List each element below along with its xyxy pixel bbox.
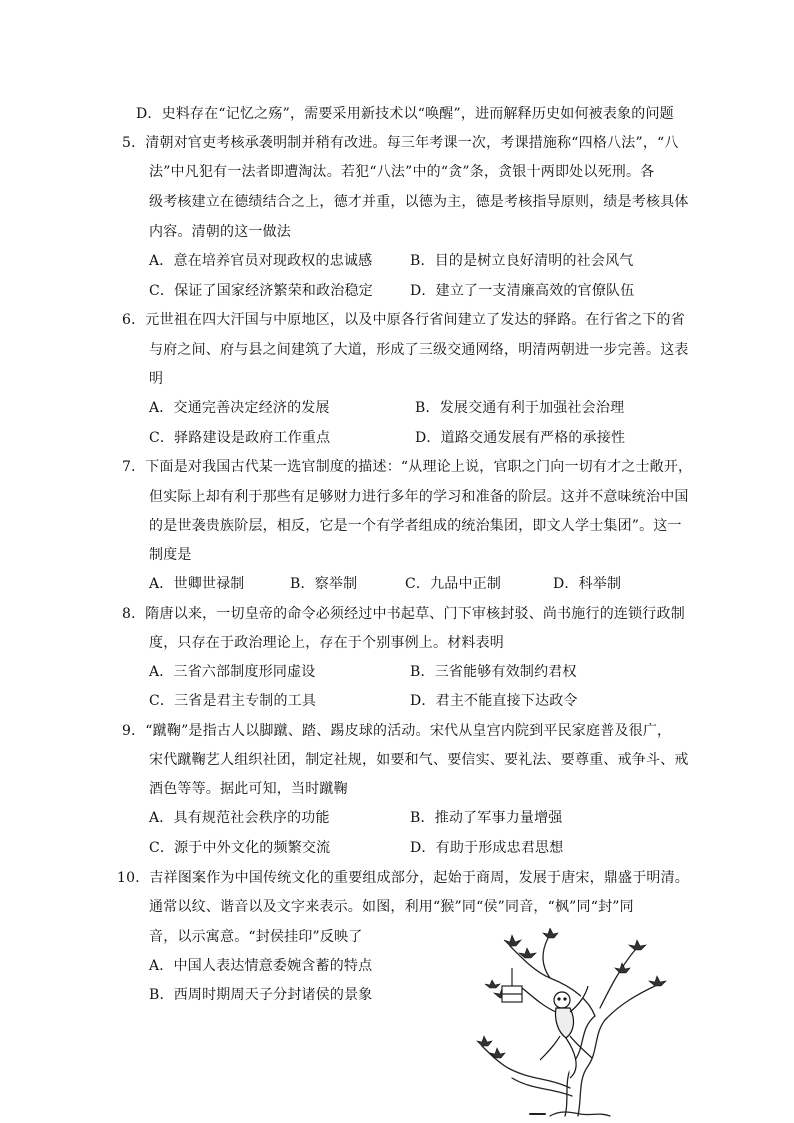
q8-option-c: C．三省是君主专制的工具: [149, 693, 317, 709]
q7-option-d: D．科举制: [553, 576, 622, 592]
q5-option-b: B．目的是树立良好清明的社会风气: [410, 253, 634, 269]
q9-stem-line3: 酒色等等。据此可知，当时蹴鞠: [149, 781, 348, 797]
q10-option-a: A．中国人表达情意委婉含蓄的特点: [149, 958, 373, 974]
q5-stem-line4: 内容。清朝的这一做法: [149, 224, 291, 240]
q5-stem-line3: 级考核建立在德绩结合之上，德才并重，以德为主，德是考核指导原则，绩是考核具体: [149, 194, 689, 210]
q9-option-c: C．源于中外文化的频繁交流: [149, 840, 331, 856]
q6-option-c: C．驿路建设是政府工作重点: [149, 430, 331, 446]
q9-stem-line1: 9．“蹴鞠”是指古人以脚蹴、踏、踢皮球的活动。宋代从皇宫内院到平民家庭普及很广，: [122, 723, 672, 739]
q9-option-a: A．具有规范社会秩序的功能: [149, 810, 330, 826]
q7-option-a: A．世卿世禄制: [149, 576, 245, 592]
q8-option-b: B．三省能够有效制约君权: [410, 664, 577, 680]
monkey-maple-seal-illustration-icon: [470, 928, 670, 1118]
q10-stem-line1: 10．吉祥图案作为中国传统文化的重要组成部分，起始于商周，发展于唐宋，鼎盛于明清。: [117, 870, 690, 886]
q10-stem-line3: 音，以示寓意。“封侯挂印”反映了: [149, 929, 363, 945]
q6-option-d: D．道路交通发展有严格的承接性: [415, 430, 626, 446]
q7-stem-line4: 制度是: [149, 547, 192, 563]
q8-stem-line2: 度，只存在于政治理论上，存在于个别事例上。材料表明: [149, 635, 504, 651]
q10-stem-line2: 通常以纹、谐音以及文字来表示。如图，利用“猴”同“侯”同音，“枫”同“封”同: [149, 899, 634, 915]
q7-option-b: B．察举制: [290, 576, 358, 592]
q6-stem-line1: 6．元世祖在四大汗国与中原地区，以及中原各行省间建立了发达的驿路。在行省之下的省: [122, 312, 685, 328]
q7-option-c: C．九品中正制: [405, 576, 502, 592]
q7-stem-line1: 7．下面是对我国古代某一选官制度的描述：“从理论上说，官职之门向一切有才之士敞开，: [122, 459, 693, 475]
q6-stem-line3: 明: [149, 371, 164, 387]
q7-stem-line2: 但实际上却有利于那些有足够财力进行多年的学习和准备的阶层。这并不意味统治中国: [149, 489, 689, 505]
q6-option-b: B．发展交通有利于加强社会治理: [415, 400, 625, 416]
q10-option-b: B．西周时期周天子分封诸侯的景象: [149, 987, 373, 1003]
q7-stem-line3: 的是世袭贵族阶层，相反，它是一个有学者组成的统治集团，即文人学士集团”。这一: [149, 518, 682, 534]
q9-option-b: B．推动了军事力量增强: [410, 810, 563, 826]
q5-stem-line1: 5．清朝对官吏考核承袭明制并稍有改进。每三年考课一次，考课措施称“四格八法”，“八: [122, 135, 679, 151]
q6-option-a: A．交通完善决定经济的发展: [149, 400, 330, 416]
q6-stem-line2: 与府之间、府与县之间建筑了大道，形成了三级交通网络，明清两朝进一步完善。这表: [149, 342, 689, 358]
q5-stem-line2: 法”中凡犯有一法者即遭淘汰。若犯“八法”中的“贪”条，贪银十两即处以死刑。各: [149, 164, 655, 180]
q9-stem-line2: 宋代蹴鞠艺人组织社团，制定社规，如要和气、要信实、要礼法、要尊重、戒争斗、戒: [149, 752, 689, 768]
q8-option-d: D．君主不能直接下达政令: [410, 693, 578, 709]
q9-option-d: D．有助于形成忠君思想: [410, 840, 564, 856]
q8-option-a: A．三省六部制度形同虚设: [149, 664, 316, 680]
q5-option-c: C．保证了国家经济繁荣和政治稳定: [149, 283, 373, 299]
q4-option-d: D．史料存在“记忆之殇”，需要采用新技术以“唤醒”，进而解释历史如何被表象的问题: [136, 106, 674, 122]
q5-option-d: D．建立了一支清廉高效的官僚队伍: [410, 283, 635, 299]
q5-option-a: A．意在培养官员对现政权的忠诚感: [149, 253, 373, 269]
q8-stem-line1: 8．隋唐以来，一切皇帝的命令必须经过中书起草、门下审核封驳、尚书施行的连锁行政制: [122, 606, 685, 622]
